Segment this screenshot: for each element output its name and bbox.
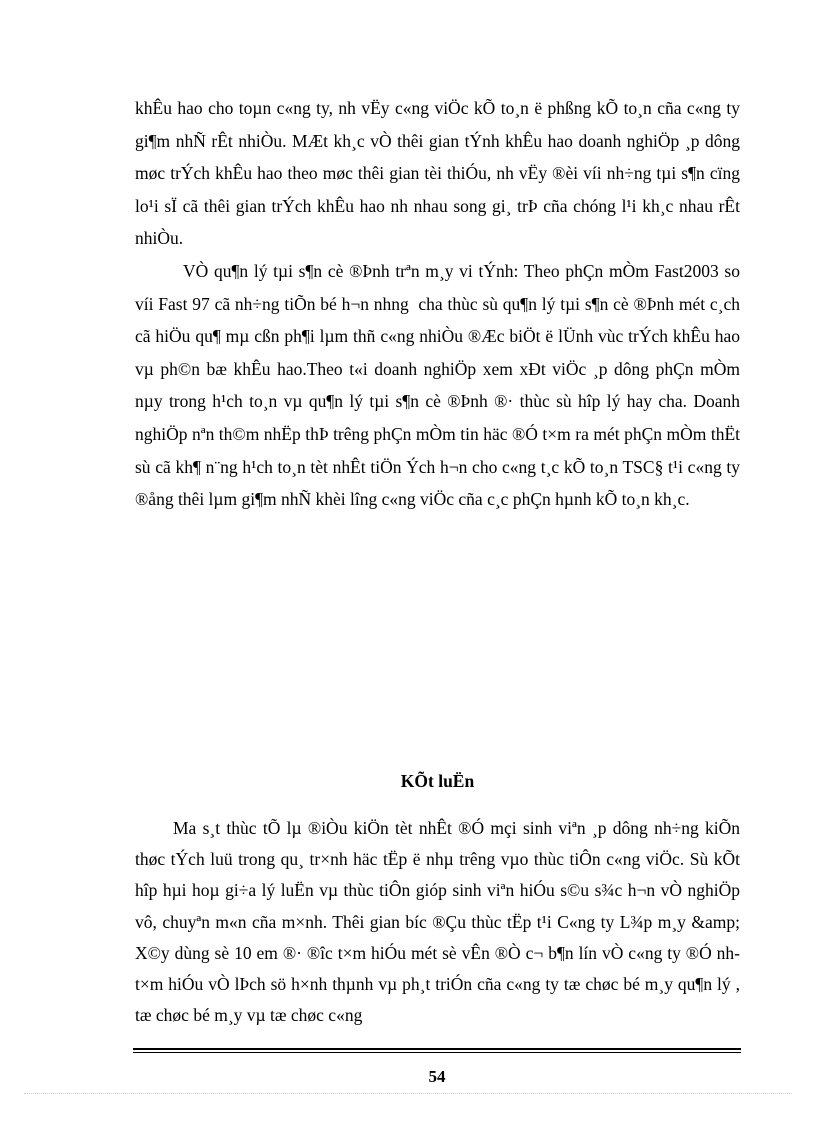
page-number: 54 bbox=[428, 1067, 446, 1086]
paragraph-depreciation: khÊu hao cho toµn c«ng ty, nh vËy c«ng viÖc kÕ to¸n ë phßng kÕ to¸n cña c«ng ty gi¶m nhÑ rÊt nhiÒu. MÆt kh¸c vÒ thêi gian tÝnh khÊu hao doanh nghiÖp ¸p dông møc trÝch khÊu hao theo møc thêi gian tèi thiÓu, nh vËy ®èi víi nh÷ng tµi s¶n cïng lo¹i sÏ cã thêi gian trÝch khÊu hao nh nhau song gi¸ trÞ cña chóng l¹i kh¸c nhau rÊt nhiÒu. bbox=[135, 98, 740, 249]
section-heading-conclusion: KÕt luËn bbox=[400, 771, 475, 791]
paragraph-fixed-asset-software: VÒ qu¶n lý tµi s¶n cè ®Þnh trªn m¸y vi tÝnh: Theo phÇn mÒm Fast2003 so víi Fast 97 cã nh÷ng tiÕn bé h¬n nhng cha thùc sù qu¶n lý tµi s¶n cè ®Þnh mét c¸ch cã hiÖu qu¶ mµ cßn ph¶i lµm thñ c«ng nhiÒu ®Æc biÖt ë lÜnh vùc trÝch khÊu hao vµ ph©n bæ khÊu hao.Theo t«i doanh nghiÖp xem xÐt viÖc ¸p dông phÇn mÒm nµy trong h¹ch to¸n vµ qu¶n lý tµi s¶n cè ®Þnh ®· thùc sù hîp lý hay cha. Doanh nghiÖp nªn th©m nhËp thÞ trêng phÇn mÒm tin häc ®Ó t×m ra mét phÇn mÒm thËt sù cã kh¶ n¨ng h¹ch to¸n tèt nhÊt tiÖn Ých h¬n cho c«ng t¸c kÕ to¸n TSC§ t¹i c«ng ty ®ång thêi lµm gi¶m nhÑ khèi lîng c«ng viÖc cña c¸c phÇn hµnh kÕ to¸n kh¸c. bbox=[135, 260, 740, 510]
paragraph-conclusion: Ma s¸t thùc tÕ lµ ®iÒu kiÖn tèt nhÊt ®Ó mçi sinh viªn ¸p dông nh÷ng kiÕn thøc tÝch luü trong qu¸ tr×nh häc tËp ë nhµ trêng vµo thùc tiÔn c«ng viÖc. Sù kÕt hîp hµi hoµ gi÷a lý luËn vµ thùc tiÔn gióp sinh viªn hiÓu s©u s¾c h¬n vÒ nghiÖp vô, chuyªn m«n cña m×nh. Thêi gian bíc ®Çu thùc tËp t¹i C«ng ty L¾p m¸y &amp; X©y dùng sè 10 em ®· ®îc t×m hiÓu mét sè vÊn ®Ò c¬ b¶n lín vÒ c«ng ty ®Ó nh t×m hiÓu vÒ lÞch sö h×nh thµnh vµ ph¸t triÓn cña c«ng ty tæ chøc bé m¸y qu¶n lý , tæ chøc bé m¸y vµ tæ chøc c«ng bbox=[135, 818, 740, 1026]
body-text-upper bbox=[135, 92, 740, 516]
footer-rule-thin bbox=[133, 1052, 741, 1053]
body-text-lower bbox=[135, 813, 740, 1031]
page-edge-divider bbox=[24, 1093, 792, 1094]
footer-rule-thick bbox=[133, 1048, 741, 1050]
